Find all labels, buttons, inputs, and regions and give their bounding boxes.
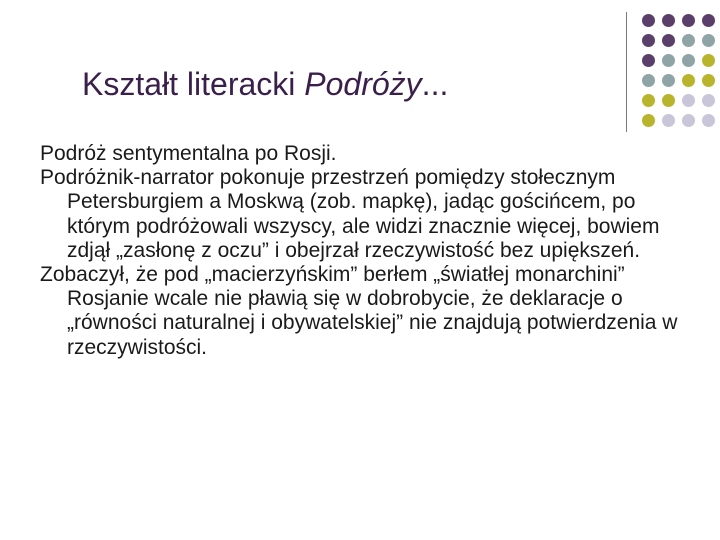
slide-title — [82, 64, 448, 104]
body-paragraph-1: Podróż sentymentalna po Rosji. — [40, 142, 337, 165]
decorative-dot — [702, 34, 715, 47]
slide-body — [40, 142, 680, 360]
decorative-dot — [702, 14, 715, 27]
decorative-dot — [662, 114, 675, 127]
decorative-dot — [682, 94, 695, 107]
decorative-dot-grid — [640, 12, 720, 132]
title-italic-text: Podróży — [304, 66, 422, 102]
title-suffix-text: ... — [421, 66, 449, 102]
decorative-dot — [642, 94, 655, 107]
decorative-dot — [682, 114, 695, 127]
decorative-dot — [682, 74, 695, 87]
decorative-dot — [642, 74, 655, 87]
decorative-dot — [702, 114, 715, 127]
decorative-dot — [642, 34, 655, 47]
body-paragraph-3: Zobaczył, że pod „macierzyńskim” berłem „światłej monarchini” Rosjanie wcale nie pławią się w dobrobycie, że deklaracje o „równości naturalnej i obywatelskiej” nie znajdują potwierdzenia w rzeczywistości. — [40, 263, 678, 359]
decorative-dot — [702, 54, 715, 67]
title-main-text: Kształt literacki — [82, 66, 305, 102]
vertical-divider — [626, 12, 627, 132]
decorative-dot — [662, 74, 675, 87]
decorative-dot — [702, 94, 715, 107]
decorative-dot — [642, 54, 655, 67]
decorative-dot — [662, 34, 675, 47]
decorative-dot — [642, 14, 655, 27]
body-paragraph-2: Podróżnik-narrator pokonuje przestrzeń pomiędzy stołecznym Petersburgiem a Moskwą (zob. mapkę), jadąc gościńcem, po którym podróżowali wszyscy, ale widzi znacznie więcej, bowiem zdjął „zasłonę z oczu” i obejrzał rzeczywistość bez upiększeń. — [40, 166, 660, 262]
decorative-dot — [702, 74, 715, 87]
decorative-dot — [682, 34, 695, 47]
decorative-dot — [642, 114, 655, 127]
decorative-dot — [662, 54, 675, 67]
decorative-dot — [682, 14, 695, 27]
decorative-dot — [662, 94, 675, 107]
decorative-dot — [682, 54, 695, 67]
decorative-dot — [662, 14, 675, 27]
